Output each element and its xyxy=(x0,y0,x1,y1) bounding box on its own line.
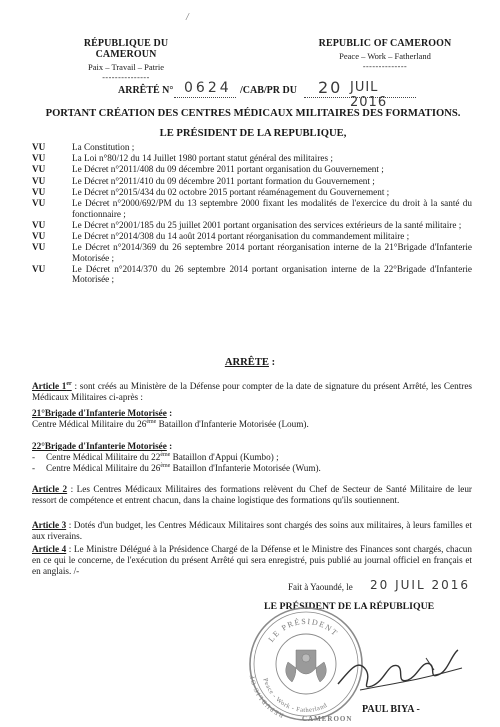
signatory-title: LE PRÉSIDENT DE LA RÉPUBLIQUE xyxy=(264,601,435,612)
president-heading: LE PRÉSIDENT DE LA REPUBLIQUE, xyxy=(159,128,347,139)
vu-marker: VU xyxy=(32,186,46,197)
seal-text-bottom: Peace - Work - Fatherland xyxy=(261,677,329,715)
vu-marker: VU xyxy=(32,142,46,152)
brigade-21-section: 21°Brigade d'Infanterie Motorisée : Centre Médical Militaire du 26ème Bataillon d'Infanterie Motorisée (Loum). xyxy=(32,408,472,430)
vu-citation-text: Le Décret n°2014/369 du 26 septembre 2014 portant réorganisation interne de la 21°Brigade d'Infanterie Motorisée ; xyxy=(72,242,472,263)
brigade-22-centre-2: - Centre Médical Militaire du 26ème Bataillon d'Infanterie Motorisée (Wum). xyxy=(32,462,321,473)
header-french xyxy=(56,38,196,82)
decree-label: ARRÊTÉ N° xyxy=(118,85,174,96)
vu-citation-text: Le Décret n°2015/434 du 02 octobre 2015 portant réaménagement du Gouvernement ; xyxy=(72,186,390,197)
vu-marker: VU xyxy=(32,175,46,186)
article-1-text: : sont créés au Ministère de la Défense pour compter de la date de signature du présent Arrêté, les Centres Médicaux Militaires ci-après : xyxy=(32,381,472,402)
vu-marker: VU xyxy=(32,230,46,241)
vu-citation xyxy=(32,264,472,285)
article-4-text: : Le Ministre Délégué à la Présidence Chargé de la Défense et le Ministre des Finances sont chargés, chacun en ce qui le concerne, de l'exécution du présent Arrêté qui sera enregistré, puis publié au journal officiel en français et en anglais. /- xyxy=(32,544,472,576)
header-english-title: REPUBLIC OF CAMEROON xyxy=(318,38,452,49)
vu-marker: VU xyxy=(32,164,46,175)
article-3 xyxy=(32,520,472,542)
decree-day: 20 xyxy=(318,78,343,97)
vu-citation-text: Le Décret n°2011/408 du 09 décembre 2011 portant organisation du Gouvernement ; xyxy=(72,164,384,175)
vu-citation xyxy=(32,220,472,231)
vu-citation xyxy=(32,198,472,219)
vu-citation-text: Le Décret n°2001/185 du 25 juillet 2001 portant organisation des services extérieurs de la santé militaire ; xyxy=(72,219,462,230)
article-3-label: Article 3 xyxy=(32,520,67,530)
margin-pen-mark: / xyxy=(186,12,189,23)
signatory-name: PAUL BIYA - xyxy=(362,704,420,715)
decree-reference-line xyxy=(118,78,418,110)
brigade-21-heading: 21°Brigade d'Infanterie Motorisée xyxy=(32,408,167,418)
brigade-22-heading: 22°Brigade d'Infanterie Motorisée xyxy=(32,441,167,451)
header-english-motto: Peace – Work – Fatherland xyxy=(339,51,431,61)
article-1-label: Article 1er xyxy=(32,380,72,391)
decree-number: 0624 xyxy=(184,80,232,96)
vu-citation-text: Le Décret n°2011/410 du 09 décembre 2011 portant formation du Gouvernement ; xyxy=(72,175,375,186)
vu-citation xyxy=(32,187,472,198)
header-french-motto: Paix – Travail – Patrie xyxy=(87,62,165,72)
article-2-label: Article 2 xyxy=(32,484,68,494)
vu-citation-text: La Loi n°80/12 du 14 Juillet 1980 portant statut général des militaires ; xyxy=(72,153,333,164)
article-2-text: : Les Centres Médicaux Militaires des formations relèvent du Chef de Secteur de Santé Militaire de leur ressort de compétence et entrent chacun, dans la chaine logistique des formations qu'ils soutiennent. xyxy=(32,484,472,505)
article-3-text: : Dotés d'un budget, les Centres Médicaux Militaires sont chargés des soins aux militaires, à leurs familles et aux riverains. xyxy=(32,520,472,541)
vu-citation xyxy=(32,176,472,187)
vu-marker: VU xyxy=(32,197,46,208)
vu-marker: VU xyxy=(32,219,46,230)
article-4-label: Article 4 xyxy=(32,544,67,554)
header-french-title: RÉPUBLIQUE DU CAMEROUN xyxy=(83,38,169,60)
vu-citation-text: La Constitution ; xyxy=(72,142,135,152)
vu-citation-text: Le Décret n°2014/370 du 26 septembre 2014 portant organisation interne de la 22°Brigade d'Infanterie Motorisée ; xyxy=(72,263,472,285)
arrete-heading xyxy=(0,357,500,368)
header-french-divider: --------------- xyxy=(102,73,150,82)
signature-place: Fait à Yaoundé, le xyxy=(288,582,353,592)
decree-month-year: JUIL 2016 xyxy=(350,80,388,110)
article-4 xyxy=(32,544,472,577)
seal-text-left: REPUBLIC OF xyxy=(248,673,285,719)
vu-marker: VU xyxy=(32,263,46,274)
vu-citation xyxy=(32,242,472,263)
vu-marker: VU xyxy=(32,153,46,164)
vu-citation-text: Le Décret n°2000/692/PM du 13 septembre 2000 fixant les modalités de l'exercice du droit à la santé du fonctionnaire ; xyxy=(72,197,472,219)
vu-citation xyxy=(32,142,472,153)
vu-citations-list xyxy=(32,142,472,286)
brigade-22-centre-1: - Centre Médical Militaire du 22ème Bataillon d'Appui (Kumbo) ; xyxy=(32,451,279,462)
handwritten-signature-icon xyxy=(330,640,470,698)
header-english xyxy=(300,38,470,71)
seal-text-top: LE PRÉSIDENT xyxy=(266,616,341,644)
article-2 xyxy=(32,484,472,506)
brigade-22-section: 22°Brigade d'Infanterie Motorisée : - Centre Médical Militaire du 22ème Bataillon d'Appui (Kumbo) ; - Centre Médical Militaire du 26ème Bataillon d'Infanterie Motorisée (Wum). xyxy=(32,441,472,474)
vu-citation xyxy=(32,164,472,175)
seal-text-right: CAMEROON xyxy=(302,715,353,723)
decree-title: PORTANT CRÉATION DES CENTRES MÉDICAUX MILITAIRES DES FORMATIONS. xyxy=(45,108,461,119)
article-1 xyxy=(32,381,472,403)
arrete-heading-suffix: : xyxy=(268,357,276,368)
vu-marker: VU xyxy=(32,242,46,253)
vu-citation xyxy=(32,231,472,242)
decree-cab-label: /CAB/PR DU xyxy=(240,85,297,96)
signature-date: 20 JUIL 2016 xyxy=(370,578,470,592)
arrete-heading-text: ARRÊTE xyxy=(224,357,269,368)
brigade-21-centre: Centre Médical Militaire du 26ème Bataillon d'Infanterie Motorisée (Loum). xyxy=(32,418,309,429)
header-english-divider: -------------- xyxy=(362,62,408,71)
vu-citation xyxy=(32,153,472,164)
vu-citation-text: Le Décret n°2014/308 du 14 août 2014 portant réorganisation du commandement militaire ; xyxy=(72,230,410,241)
